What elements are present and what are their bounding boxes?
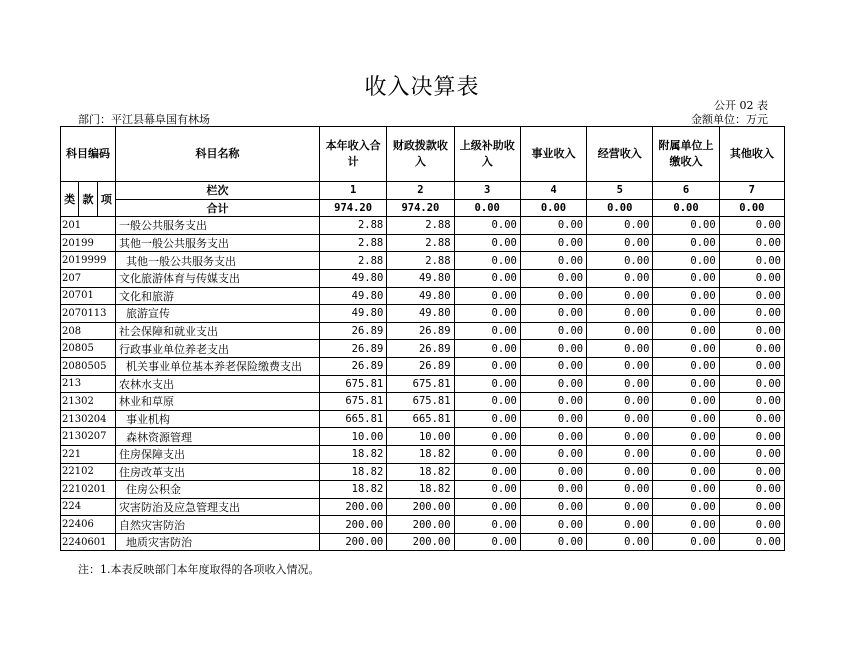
report-title: 收入决算表 <box>364 75 480 100</box>
amount-cell: 0.00 <box>719 340 784 358</box>
subject-name: 社会保障和就业支出 <box>116 322 320 340</box>
table-row <box>61 269 785 287</box>
amount-cell: 0.00 <box>653 533 719 551</box>
total-cell: 0.00 <box>719 199 784 217</box>
amount-cell: 0.00 <box>719 410 784 428</box>
amount-cell: 0.00 <box>587 357 653 375</box>
amount-cell: 0.00 <box>454 252 520 270</box>
amount-cell: 0.00 <box>454 428 520 446</box>
amount-cell: 0.00 <box>520 217 586 235</box>
amount-cell: 18.82 <box>319 481 386 499</box>
amount-cell: 49.80 <box>319 269 386 287</box>
subject-code: 20199 <box>61 234 116 252</box>
amount-cell: 200.00 <box>387 533 454 551</box>
amount-cell: 0.00 <box>653 463 719 481</box>
table-row <box>61 287 785 305</box>
amount-cell: 0.00 <box>719 533 784 551</box>
footnote: 注：1.本表反映部门本年度取得的各项收入情况。 <box>78 563 320 576</box>
header-operating-income: 经营收入 <box>587 127 653 182</box>
amount-cell: 0.00 <box>454 533 520 551</box>
subject-code: 20701 <box>61 287 116 305</box>
subject-name: 旅游宣传 <box>116 305 320 323</box>
header-other-income: 其他收入 <box>719 127 784 182</box>
table-row <box>61 516 785 534</box>
amount-cell: 0.00 <box>520 305 586 323</box>
amount-cell: 18.82 <box>387 481 454 499</box>
total-cell: 0.00 <box>587 199 653 217</box>
amount-cell: 0.00 <box>520 445 586 463</box>
table-row <box>61 375 785 393</box>
amount-cell: 675.81 <box>387 393 454 411</box>
subject-code: 2210201 <box>61 481 116 499</box>
amount-cell: 0.00 <box>587 340 653 358</box>
subject-name: 住房保障支出 <box>116 445 320 463</box>
amount-cell: 2.88 <box>319 252 386 270</box>
table-row <box>61 393 785 411</box>
col-number: 6 <box>653 182 719 200</box>
amount-cell: 200.00 <box>387 498 454 516</box>
subject-code: 213 <box>61 375 116 393</box>
amount-cell: 0.00 <box>520 463 586 481</box>
amount-cell: 10.00 <box>387 428 454 446</box>
header-fiscal: 财政拨款收入 <box>387 127 454 182</box>
header-kuan: 款 <box>79 182 97 217</box>
subject-code: 2080505 <box>61 357 116 375</box>
amount-cell: 0.00 <box>454 445 520 463</box>
amount-cell: 0.00 <box>520 393 586 411</box>
table-row <box>61 428 785 446</box>
amount-cell: 0.00 <box>653 269 719 287</box>
amount-cell: 18.82 <box>319 463 386 481</box>
amount-cell: 0.00 <box>719 287 784 305</box>
amount-cell: 0.00 <box>719 445 784 463</box>
amount-cell: 200.00 <box>387 516 454 534</box>
subject-name: 文化和旅游 <box>116 287 320 305</box>
amount-cell: 0.00 <box>719 269 784 287</box>
amount-cell: 0.00 <box>653 428 719 446</box>
subject-name: 住房改革支出 <box>116 463 320 481</box>
amount-cell: 26.89 <box>387 322 454 340</box>
amount-cell: 675.81 <box>319 393 386 411</box>
amount-cell: 0.00 <box>520 375 586 393</box>
subject-name: 一般公共服务支出 <box>116 217 320 235</box>
amount-cell: 0.00 <box>454 516 520 534</box>
amount-cell: 0.00 <box>454 234 520 252</box>
amount-cell: 0.00 <box>653 498 719 516</box>
table-row <box>61 445 785 463</box>
amount-cell: 0.00 <box>653 393 719 411</box>
amount-cell: 26.89 <box>387 340 454 358</box>
amount-cell: 2.88 <box>387 234 454 252</box>
amount-cell: 0.00 <box>454 217 520 235</box>
amount-cell: 0.00 <box>587 410 653 428</box>
header-business-income: 事业收入 <box>520 127 586 182</box>
amount-cell: 0.00 <box>454 463 520 481</box>
header-affiliate-income: 附属单位上缴收入 <box>653 127 719 182</box>
table-row <box>61 357 785 375</box>
col-number: 7 <box>719 182 784 200</box>
amount-cell: 0.00 <box>719 234 784 252</box>
row-total-label: 合计 <box>116 199 320 217</box>
subject-name: 自然灾害防治 <box>116 516 320 534</box>
department-label: 部门：平江县幕阜国有林场 <box>78 113 210 126</box>
subject-code: 2130204 <box>61 410 116 428</box>
table-row <box>61 305 785 323</box>
amount-cell: 200.00 <box>319 498 386 516</box>
income-table <box>60 126 785 551</box>
amount-cell: 0.00 <box>587 287 653 305</box>
amount-cell: 2.88 <box>319 234 386 252</box>
amount-cell: 0.00 <box>520 410 586 428</box>
amount-cell: 665.81 <box>387 410 454 428</box>
amount-cell: 26.89 <box>319 357 386 375</box>
amount-cell: 0.00 <box>587 252 653 270</box>
amount-cell: 0.00 <box>653 217 719 235</box>
table-number: 公开 02 表 <box>714 99 768 112</box>
subject-code: 2019999 <box>61 252 116 270</box>
subject-code: 201 <box>61 217 116 235</box>
amount-cell: 0.00 <box>719 375 784 393</box>
amount-cell: 0.00 <box>587 498 653 516</box>
amount-cell: 0.00 <box>653 340 719 358</box>
amount-cell: 2.88 <box>387 252 454 270</box>
subject-name: 住房公积金 <box>116 481 320 499</box>
col-number: 1 <box>319 182 386 200</box>
subject-code: 21302 <box>61 393 116 411</box>
amount-cell: 0.00 <box>454 393 520 411</box>
subject-name: 文化旅游体育与传媒支出 <box>116 269 320 287</box>
subject-code: 22406 <box>61 516 116 534</box>
subject-code: 208 <box>61 322 116 340</box>
amount-cell: 26.89 <box>319 340 386 358</box>
subject-code: 22102 <box>61 463 116 481</box>
total-cell: 974.20 <box>319 199 386 217</box>
header-total-income: 本年收入合计 <box>319 127 386 182</box>
subject-name: 灾害防治及应急管理支出 <box>116 498 320 516</box>
amount-cell: 0.00 <box>587 428 653 446</box>
amount-cell: 0.00 <box>587 393 653 411</box>
amount-cell: 0.00 <box>719 322 784 340</box>
amount-cell: 0.00 <box>719 481 784 499</box>
header-superior-subsidy: 上级补助收入 <box>454 127 520 182</box>
table-row <box>61 410 785 428</box>
amount-cell: 0.00 <box>520 428 586 446</box>
table-row <box>61 217 785 235</box>
subject-code: 20805 <box>61 340 116 358</box>
table-row <box>61 533 785 551</box>
amount-cell: 0.00 <box>454 481 520 499</box>
table-row <box>61 252 785 270</box>
amount-cell: 26.89 <box>387 357 454 375</box>
amount-cell: 0.00 <box>719 516 784 534</box>
subject-code: 2070113 <box>61 305 116 323</box>
amount-cell: 49.80 <box>319 305 386 323</box>
amount-cell: 0.00 <box>454 357 520 375</box>
amount-cell: 0.00 <box>454 340 520 358</box>
table-row <box>61 498 785 516</box>
amount-cell: 0.00 <box>719 357 784 375</box>
amount-cell: 0.00 <box>587 305 653 323</box>
total-cell: 974.20 <box>387 199 454 217</box>
amount-cell: 18.82 <box>387 463 454 481</box>
amount-cell: 0.00 <box>653 357 719 375</box>
table-row <box>61 463 785 481</box>
amount-cell: 0.00 <box>520 481 586 499</box>
amount-cell: 0.00 <box>653 516 719 534</box>
amount-cell: 0.00 <box>653 305 719 323</box>
subject-name: 其他一般公共服务支出 <box>116 252 320 270</box>
amount-cell: 0.00 <box>520 340 586 358</box>
amount-cell: 0.00 <box>454 322 520 340</box>
subject-name: 其他一般公共服务支出 <box>116 234 320 252</box>
subject-code: 2130207 <box>61 428 116 446</box>
amount-cell: 0.00 <box>520 322 586 340</box>
subject-code: 224 <box>61 498 116 516</box>
amount-cell: 0.00 <box>653 287 719 305</box>
amount-cell: 200.00 <box>319 533 386 551</box>
subject-code: 207 <box>61 269 116 287</box>
subject-code: 2240601 <box>61 533 116 551</box>
amount-cell: 0.00 <box>454 498 520 516</box>
amount-cell: 0.00 <box>454 375 520 393</box>
amount-cell: 0.00 <box>653 375 719 393</box>
table-row <box>61 234 785 252</box>
amount-cell: 0.00 <box>587 322 653 340</box>
amount-cell: 0.00 <box>454 269 520 287</box>
subject-code: 221 <box>61 445 116 463</box>
amount-cell: 0.00 <box>719 252 784 270</box>
amount-cell: 0.00 <box>653 234 719 252</box>
amount-cell: 26.89 <box>319 322 386 340</box>
amount-cell: 18.82 <box>319 445 386 463</box>
col-number: 3 <box>454 182 520 200</box>
col-number: 4 <box>520 182 586 200</box>
amount-cell: 2.88 <box>387 217 454 235</box>
subject-name: 机关事业单位基本养老保险缴费支出 <box>116 357 320 375</box>
amount-cell: 0.00 <box>587 445 653 463</box>
subject-name: 事业机构 <box>116 410 320 428</box>
amount-cell: 0.00 <box>454 410 520 428</box>
amount-cell: 0.00 <box>587 217 653 235</box>
amount-cell: 0.00 <box>454 287 520 305</box>
amount-cell: 0.00 <box>520 269 586 287</box>
amount-cell: 0.00 <box>653 410 719 428</box>
amount-cell: 665.81 <box>319 410 386 428</box>
unit-label: 金额单位：万元 <box>691 113 768 126</box>
amount-cell: 0.00 <box>520 287 586 305</box>
amount-cell: 0.00 <box>653 481 719 499</box>
table-row <box>61 322 785 340</box>
amount-cell: 0.00 <box>587 516 653 534</box>
amount-cell: 0.00 <box>719 393 784 411</box>
amount-cell: 0.00 <box>587 234 653 252</box>
amount-cell: 0.00 <box>520 498 586 516</box>
amount-cell: 675.81 <box>319 375 386 393</box>
header-code: 科目编码 <box>61 127 116 182</box>
amount-cell: 10.00 <box>319 428 386 446</box>
amount-cell: 0.00 <box>719 217 784 235</box>
amount-cell: 0.00 <box>653 322 719 340</box>
amount-cell: 0.00 <box>520 533 586 551</box>
col-number: 5 <box>587 182 653 200</box>
subject-name: 森林资源管理 <box>116 428 320 446</box>
amount-cell: 0.00 <box>719 498 784 516</box>
amount-cell: 0.00 <box>454 305 520 323</box>
table-row <box>61 340 785 358</box>
header-name: 科目名称 <box>116 127 320 182</box>
amount-cell: 49.80 <box>387 287 454 305</box>
row-lanci-label: 栏次 <box>116 182 320 200</box>
amount-cell: 18.82 <box>387 445 454 463</box>
amount-cell: 0.00 <box>520 357 586 375</box>
amount-cell: 0.00 <box>653 252 719 270</box>
amount-cell: 0.00 <box>719 305 784 323</box>
table-row <box>61 481 785 499</box>
amount-cell: 49.80 <box>319 287 386 305</box>
total-cell: 0.00 <box>454 199 520 217</box>
amount-cell: 200.00 <box>319 516 386 534</box>
amount-cell: 675.81 <box>387 375 454 393</box>
header-xiang: 项 <box>97 182 115 217</box>
amount-cell: 2.88 <box>319 217 386 235</box>
subject-name: 行政事业单位养老支出 <box>116 340 320 358</box>
total-cell: 0.00 <box>653 199 719 217</box>
header-lei: 类 <box>61 182 79 217</box>
amount-cell: 0.00 <box>587 463 653 481</box>
amount-cell: 0.00 <box>719 463 784 481</box>
amount-cell: 0.00 <box>587 481 653 499</box>
amount-cell: 49.80 <box>387 305 454 323</box>
total-cell: 0.00 <box>520 199 586 217</box>
amount-cell: 49.80 <box>387 269 454 287</box>
amount-cell: 0.00 <box>520 252 586 270</box>
amount-cell: 0.00 <box>719 428 784 446</box>
subject-name: 地质灾害防治 <box>116 533 320 551</box>
amount-cell: 0.00 <box>520 516 586 534</box>
amount-cell: 0.00 <box>653 445 719 463</box>
amount-cell: 0.00 <box>587 269 653 287</box>
amount-cell: 0.00 <box>587 375 653 393</box>
subject-name: 林业和草原 <box>116 393 320 411</box>
amount-cell: 0.00 <box>520 234 586 252</box>
amount-cell: 0.00 <box>587 533 653 551</box>
subject-name: 农林水支出 <box>116 375 320 393</box>
col-number: 2 <box>387 182 454 200</box>
